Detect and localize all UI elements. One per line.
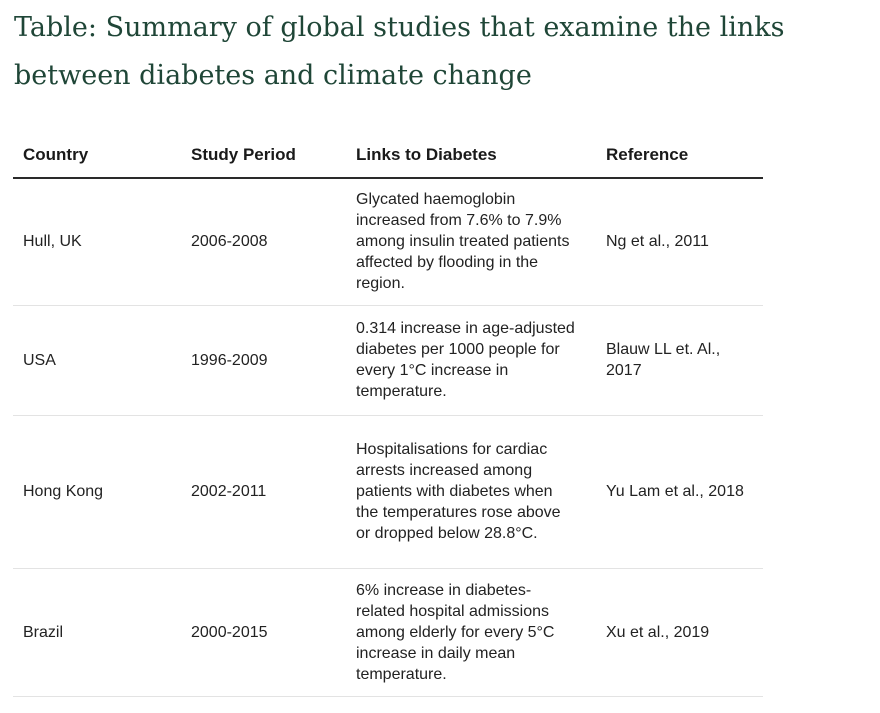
table-row [13, 569, 763, 697]
table-row [13, 306, 763, 416]
cell-study-period: 2006-2008 [181, 178, 346, 306]
cell-country: Hong Kong [13, 416, 181, 569]
cell-country: USA [13, 306, 181, 416]
cell-country: Brazil [13, 569, 181, 697]
table-header-row [13, 133, 763, 178]
table-row [13, 416, 763, 569]
cell-links-to-diabetes: Hospitalisations for cardiac arrests increased among patients with diabetes when the temperatures rose above or dropped below 28.8°C. [346, 416, 596, 569]
cell-country: Hull, UK [13, 178, 181, 306]
cell-reference: Blauw LL et. Al., 2017 [596, 306, 763, 416]
cell-study-period: 2002-2011 [181, 416, 346, 569]
cell-study-period: 2000-2015 [181, 569, 346, 697]
cell-reference: Xu et al., 2019 [596, 569, 763, 697]
cell-reference: Yu Lam et al., 2018 [596, 416, 763, 569]
column-header-reference: Reference [596, 133, 763, 178]
cell-study-period: 1996-2009 [181, 306, 346, 416]
studies-table [13, 133, 763, 697]
column-header-study-period: Study Period [181, 133, 346, 178]
column-header-links-to-diabetes: Links to Diabetes [346, 133, 596, 178]
cell-links-to-diabetes: 6% increase in diabetes-related hospital admissions among elderly for every 5°C increase in daily mean temperature. [346, 569, 596, 697]
cell-links-to-diabetes: Glycated haemoglobin increased from 7.6% to 7.9% among insulin treated patients affected by flooding in the region. [346, 178, 596, 306]
cell-links-to-diabetes: 0.314 increase in age-adjusted diabetes per 1000 people for every 1°C increase in temperature. [346, 306, 596, 416]
column-header-country: Country [13, 133, 181, 178]
cell-reference: Ng et al., 2011 [596, 178, 763, 306]
page-title: Table: Summary of global studies that examine the links between diabetes and climate change [14, 12, 785, 91]
table-row [13, 178, 763, 306]
